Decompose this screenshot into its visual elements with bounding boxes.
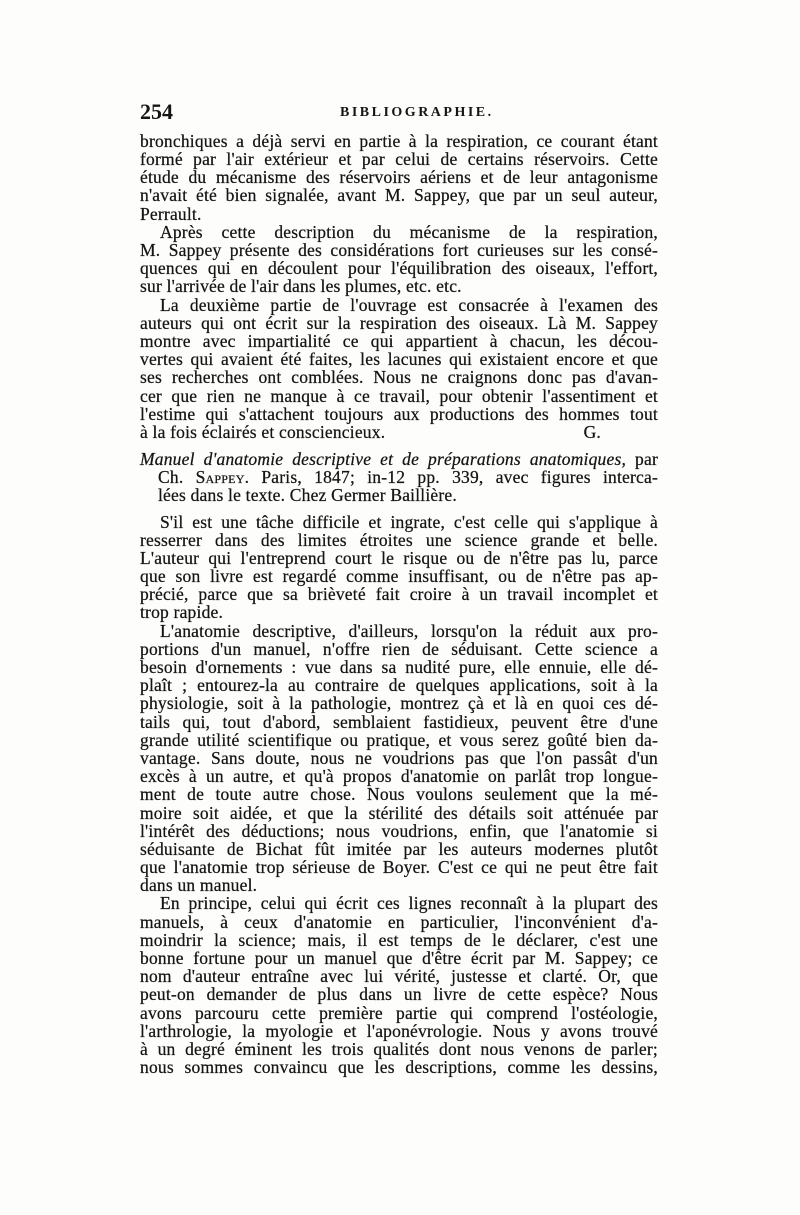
text-line: L'auteur qui l'entreprend court le risque ou de n'être pas lu, parce (140, 547, 658, 568)
text-line: Après cette description du mécanisme de la respiration, (160, 221, 658, 242)
text-line: S'il est une tâche difficile et ingrate, c'est celle qui s'applique à (160, 511, 658, 532)
text-line: cer que rien ne manque à ce travail, pour obtenir l'assentiment et (140, 385, 658, 406)
text-line: ment de toute autre chose. Nous voulons seulement que la mé- (140, 784, 658, 805)
book-entry-title-line (140, 450, 658, 468)
text-line: tails qui, tout d'abord, semblaient fastidieux, peuvent être d'une (140, 711, 658, 732)
text-line: l'estime qui s'attachent toujours aux productions des hommes tout (140, 403, 658, 424)
book-entry-publisher-line: lées dans le texte. Chez Germer Baillière. (158, 484, 457, 505)
text-line: manuels, à ceux d'anatomie en particulier, l'inconvénient d'a- (140, 911, 658, 932)
text-line: dans un manuel. (140, 875, 258, 896)
text-line: vantage. Sans doute, nous ne voudrions pas que l'on passât d'un (140, 747, 658, 768)
text-line: trop rapide. (140, 602, 224, 623)
text-line: ses recherches ont comblées. Nous ne craignons donc pas d'avan- (140, 367, 658, 388)
text-line: Perrault. (140, 203, 202, 224)
text-line: montre avec impartialité ce qui appartient à chacun, les décou- (140, 330, 658, 351)
text-line: peut-on demander de plus dans un livre de cette espèce? Nous (140, 984, 658, 1005)
text-line: quences qui en découlent pour l'équilibration des oiseaux, l'effort, (140, 258, 658, 279)
text-line: resserrer dans des limites étroites une science grande et belle. (140, 529, 658, 550)
page-number: 254 (140, 99, 173, 124)
text-line: vertes qui avaient été faites, les lacunes qui existaient encore et que (140, 349, 658, 370)
text-line: moire soit aidée, et que la stérilité des détails soit atténuée par (140, 802, 658, 823)
book-publication: Paris, 1847; in-12 pp. 339, avec figures interca- (261, 466, 659, 487)
text-line: à un degré éminent les trois qualités dont nous venons de parler; (140, 1038, 658, 1059)
text-line: moindrir la science; mais, il est temps de le déclarer, c'est une (140, 929, 658, 950)
text-line: que l'anatomie trop sérieuse de Boyer. C'est ce qui ne peut être fait (140, 857, 658, 878)
text-line: que son livre est regardé comme insuffisant, ou de n'être pas ap- (140, 566, 658, 587)
paragraph (140, 132, 658, 223)
text-line (140, 423, 658, 441)
text-line: grande utilité scientifique ou pratique, et vous serez goûté bien da- (140, 729, 658, 750)
text-line: précié, parce que sa brièveté fait croire à un travail incomplet et (140, 584, 658, 605)
text-line: bonne fortune pour un manuel que d'être écrit par M. Sappey; ce (140, 948, 658, 969)
text-line: physiologie, soit à la pathologie, montrez çà et là en quoi ces dé- (140, 693, 658, 714)
text-line: portions d'un manuel, n'offre rien de séduisant. Cette science a (140, 638, 658, 659)
author-surname: Sappey. (195, 466, 250, 487)
text-line: bronchiques a déjà servi en partie à la respiration, ce courant étant (140, 130, 658, 151)
text-line: étude du mécanisme des réservoirs aériens et de leur antagonisme (140, 167, 658, 188)
text-line: M. Sappey présente des considérations fort curieuses sur les consé- (140, 240, 658, 261)
text-line: auteurs qui ont écrit sur la respiration des oiseaux. Là M. Sappey (140, 312, 658, 333)
text-line: excès à un autre, et qu'à propos d'anatomie on parlât trop longue- (140, 766, 658, 787)
text-line: l'arthrologie, la myologie et l'aponévrologie. Nous y avons trouvé (140, 1020, 658, 1041)
paragraph (140, 622, 658, 895)
text-line-content: à la fois éclairés et consciencieux. (140, 421, 386, 442)
paragraph (140, 296, 658, 442)
text-line: besoin d'ornements : vue dans sa nudité pure, elle ennuie, elle dé- (140, 657, 658, 678)
book-by: par (635, 448, 658, 469)
text-line: En principe, celui qui écrit ces lignes reconnaît à la plupart des (160, 893, 658, 914)
text-line: L'anatomie descriptive, d'ailleurs, lorsqu'on la réduit aux pro- (160, 620, 658, 641)
paragraph (140, 513, 658, 622)
text-line: n'avait été bien signalée, avant M. Sappey, que par un seul auteur, (140, 185, 658, 206)
running-header (140, 101, 660, 125)
book-review (140, 513, 658, 1077)
paragraph (140, 894, 658, 1076)
running-title: BIBLIOGRAPHIE. (340, 105, 494, 120)
text-line: formé par l'air extérieur et par celui de certains réservoirs. Cette (140, 149, 658, 170)
reviewer-signature: G. (583, 421, 601, 442)
text-line: nous sommes convaincu que les descriptions, comme les dessins, (140, 1057, 658, 1078)
review-continued (140, 132, 658, 441)
text-line: La deuxième partie de l'ouvrage est consacrée à l'examen des (160, 294, 658, 315)
book-title: Manuel d'anatomie descriptive et de préparations anatomiques, (140, 448, 627, 469)
paragraph (140, 223, 658, 296)
author-initial: Ch. (158, 466, 184, 487)
text-line: nom d'auteur entraîne avec lui vérité, justesse et clarté. Or, que (140, 966, 658, 987)
text-line: sur l'arrivée de l'air dans les plumes, etc. etc. (140, 276, 462, 297)
book-entry (140, 450, 658, 505)
text-line: séduisante de Bichat fût imitée par les auteurs modernes plutôt (140, 838, 658, 859)
book-entry-author-line (140, 468, 658, 486)
text-line: plaît ; entourez-la au contraire de quelques applications, soit à la (140, 675, 658, 696)
text-line: l'intérêt des déductions; nous voudrions, enfin, que l'anatomie si (140, 820, 658, 841)
text-line: avons parcouru cette première partie qui comprend l'ostéologie, (140, 1002, 658, 1023)
page-body (140, 132, 658, 1076)
